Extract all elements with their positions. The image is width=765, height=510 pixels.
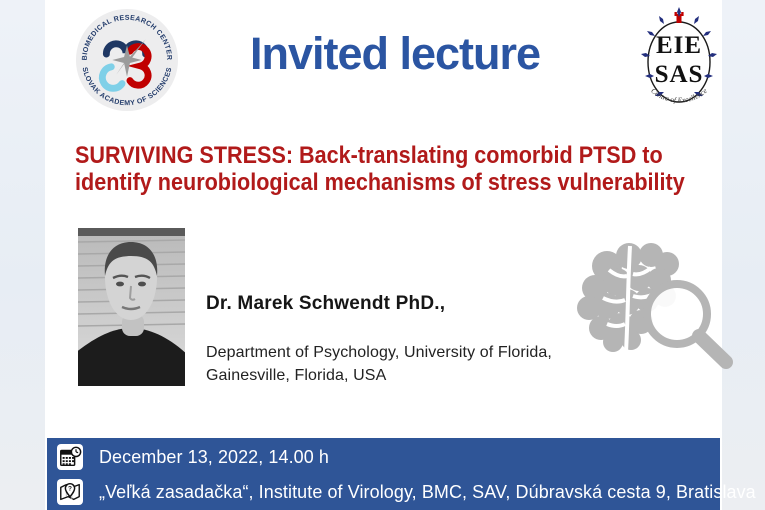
footer-date-row	[57, 441, 720, 472]
eie-sas-logo	[623, 6, 735, 118]
eie-logo-subtitle: Centre of Excellence	[649, 86, 709, 105]
speaker-photo	[78, 228, 185, 386]
footer-bar	[47, 438, 756, 510]
speaker-photo-image	[78, 228, 185, 386]
map-pin-icon	[57, 479, 83, 505]
event-location: „Veľká zasadačka“, Institute of Virology, BMC, SAV, Dúbravská cesta 9, Bratislava	[99, 480, 756, 502]
lecture-title	[75, 142, 685, 196]
speaker-affiliation-line1: Department of Psychology, University of Florida,	[206, 344, 552, 361]
calendar-clock-icon	[57, 444, 83, 470]
lecture-title-line1: SURVIVING STRESS: Back-translating comorbid PTSD to	[75, 142, 663, 169]
lecture-title-line2: identify neurobiological mechanisms of stress vulnerability	[75, 169, 685, 196]
brain-magnifier-icon	[573, 240, 745, 372]
bmc-sas-logo	[73, 6, 181, 114]
event-date: December 13, 2022, 14.00 h	[99, 445, 329, 467]
bmc-logo-top-text: BIOMEDICAL RESEARCH CENTER	[81, 14, 173, 61]
poster-slide	[45, 0, 756, 510]
page-title: Invited lecture	[249, 28, 541, 79]
speaker-affiliation-line2: Gainesville, Florida, USA	[206, 367, 387, 384]
magnifier-icon	[647, 284, 726, 362]
footer-location-row	[57, 476, 756, 507]
bmc-logo-bottom-text: SLOVAK ACADEMY OF SCIENCES	[80, 66, 174, 108]
eie-logo-line1: EIE	[655, 32, 703, 59]
speaker-name: Dr. Marek Schwendt PhD.,	[206, 293, 446, 314]
speaker-affiliation	[206, 341, 552, 387]
map-pin-question-glyph: ?	[68, 485, 72, 493]
eie-logo-line2: SAS	[654, 61, 704, 88]
